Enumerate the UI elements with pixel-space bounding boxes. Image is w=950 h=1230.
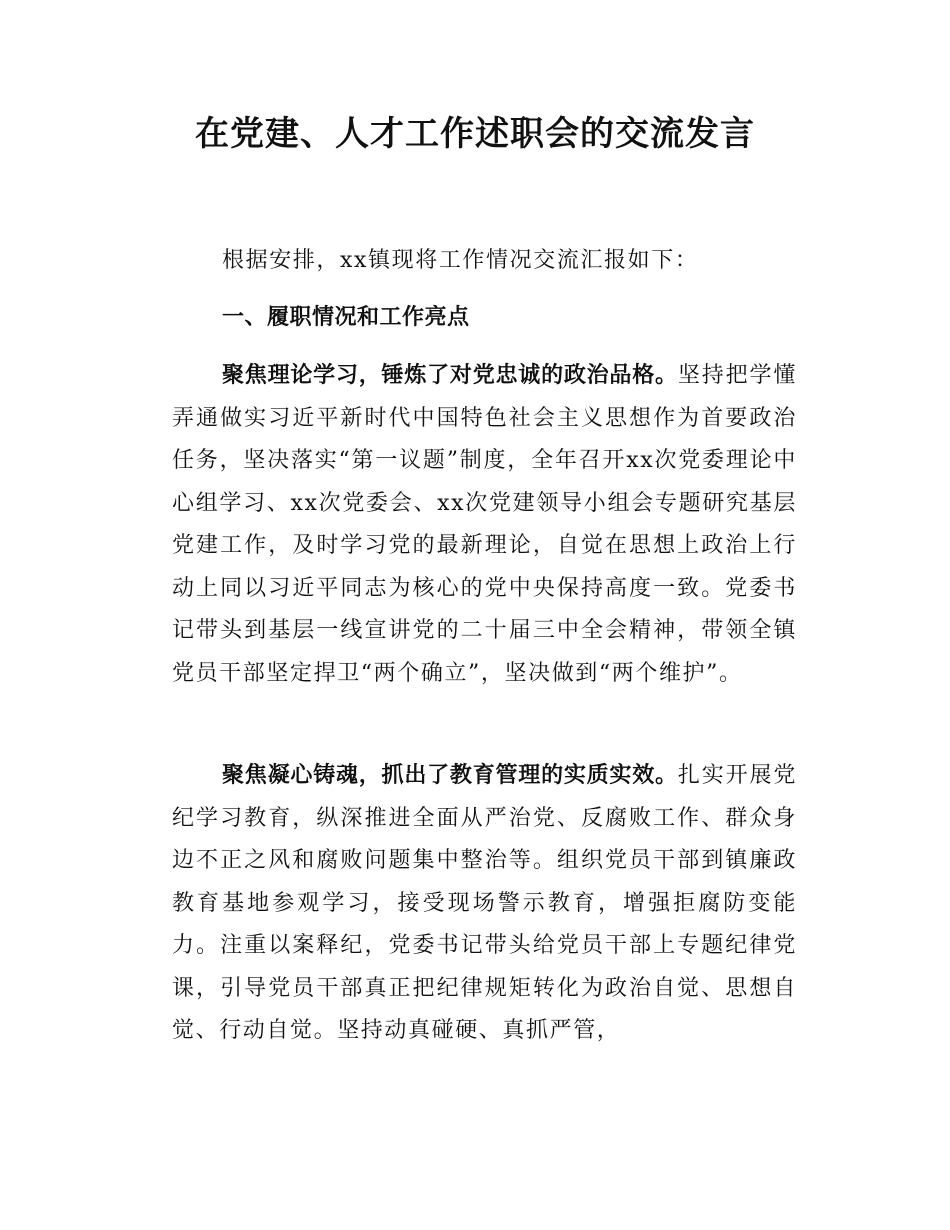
- paragraph-education-management: [172, 755, 797, 1053]
- paragraph-theory-study: [172, 355, 797, 695]
- paragraph-text: 坚持把学懂弄通做实习近平新时代中国特色社会主义思想作为首要政治任务，坚决落实“第一议题”制度，全年召开xx次党委理论中心组学习、xx次党委会、xx次党建领导小组会专题研究基层党建工作，及时学习党的最新理论，自觉在思想上政治上行动上同以习近平同志为核心的党中央保持高度一致。党委书记带头到基层一线宣讲党的二十届三中全会精神，带领全镇党员干部坚定捍卫“两个确立”，坚决做到“两个维护”。: [172, 363, 797, 686]
- section-heading: 一、履职情况和工作亮点: [222, 305, 470, 330]
- intro-paragraph: 根据安排，xx镇现将工作情况交流汇报如下：: [222, 248, 699, 273]
- paragraph-text: 扎实开展党纪学习教育，纵深推进全面从严治党、反腐败工作、群众身边不正之风和腐败问题集中整治等。组织党员干部到镇廉政教育基地参观学习，接受现场警示教育，增强拒腐防变能力。注重以案释纪，党委书记带头给党员干部上专题纪律党课，引导党员干部真正把纪律规矩转化为政治自觉、思想自觉、行动自觉。坚持动真碰硬、真抓严管，: [172, 763, 797, 1043]
- paragraph-lead: 聚焦凝心铸魂，抓出了教育管理的实质实效。: [222, 763, 678, 788]
- paragraph-lead: 聚焦理论学习，锤炼了对党忠诚的政治品格。: [222, 363, 678, 388]
- document-title: 在党建、人才工作述职会的交流发言: [195, 114, 755, 154]
